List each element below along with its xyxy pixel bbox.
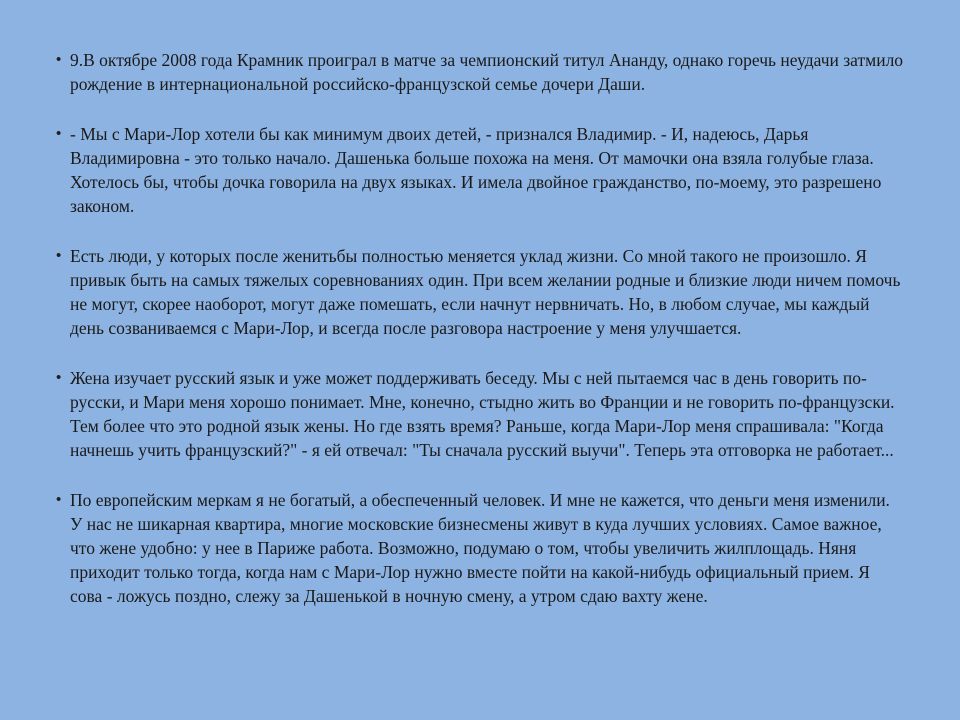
bullet-icon: • — [56, 125, 62, 142]
bullet-icon: • — [56, 491, 62, 508]
paragraph-text: По европейским меркам я не богатый, а обеспеченный человек. И мне не кажется, что деньги меня изменили. У нас не шикарная квартира, многие московские бизнесмены живут в куда лучших условиях. Самое важное, что жене удобно: у нее в Париже работа. Возможно, подумаю о том, чтобы увеличить жилплощадь. Няня приходит только тогда, когда нам с Мари-Лор нужно вместе пойти на какой-нибудь официальный прием. Я сова - ложусь поздно, слежу за Дашенькой в ночную смену, а утром сдаю вахту жене. — [70, 490, 890, 606]
bullet-list — [56, 48, 906, 634]
list-item — [56, 122, 906, 218]
list-item — [56, 488, 906, 608]
list-item — [56, 244, 906, 340]
bullet-icon: • — [56, 369, 62, 386]
paragraph-text: 9.В октябре 2008 года Крамник проиграл в матче за чемпионский титул Ананду, однако горечь неудачи затмило рождение в интернациональной российско-французской семье дочери Даши. — [70, 50, 904, 94]
paragraph-text: Есть люди, у которых после женитьбы полностью меняется уклад жизни. Со мной такого не произошло. Я привык быть на самых тяжелых соревнованиях один. При всем желании родные и близкие люди ничем помочь не могут, скорее наоборот, могут даже помешать, если начнут нервничать. Но, в любом случае, мы каждый день созваниваемся с Мари-Лор, и всегда после разговора настроение у меня улучшается. — [70, 246, 901, 338]
paragraph-text: - Мы с Мари-Лор хотели бы как минимум двоих детей, - признался Владимир. - И, надеюсь, Дарья Владимировна - это только начало. Дашенька больше похожа на меня. От мамочки она взяла голубые глаза. Хотелось бы, чтобы дочка говорила на двух языках. И имела двойное гражданство, по-моему, это разрешено законом. — [70, 124, 882, 216]
bullet-icon: • — [56, 51, 62, 68]
paragraph-text: Жена изучает русский язык и уже может поддерживать беседу. Мы с ней пытаемся час в день говорить по-русски, и Мари меня хорошо понимает. Мне, конечно, стыдно жить во Франции и не говорить по-французски. Тем более что это родной язык жены. Но где взять время? Раньше, когда Мари-Лор меня спрашивала: "Когда начнешь учить французский?" - я ей отвечал: "Ты сначала русский выучи". Теперь эта отговорка не работает... — [70, 368, 895, 460]
list-item — [56, 366, 906, 462]
list-item — [56, 48, 906, 96]
bullet-icon: • — [56, 247, 62, 264]
